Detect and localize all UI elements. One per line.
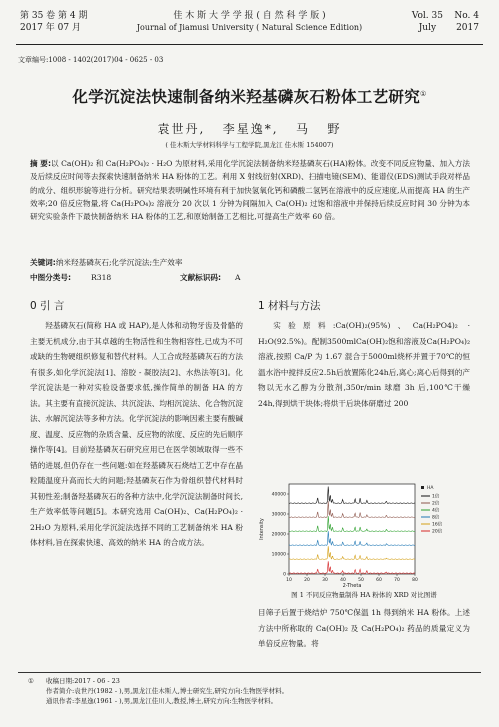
xrd-chart bbox=[255, 478, 473, 588]
title-footnote-mark: ① bbox=[420, 89, 427, 98]
footnote-mark: ① bbox=[28, 677, 34, 685]
methods-continued bbox=[258, 605, 470, 652]
abstract-label: 摘 要: bbox=[30, 159, 51, 168]
x-tick-label: 10 bbox=[286, 578, 292, 583]
abstract bbox=[30, 157, 470, 223]
methods-column bbox=[258, 318, 470, 411]
journal-name-en: Journal of Jiamusi University ( Natural Science Edition) bbox=[136, 23, 363, 32]
intro-column bbox=[30, 318, 243, 551]
doc-code-value: A bbox=[235, 273, 241, 282]
x-tick-label: 40 bbox=[340, 578, 346, 583]
legend-label: 2倍 bbox=[432, 501, 440, 507]
footnote-corresponding: 通讯作者:李星逸(1961 - ),男,黑龙江佳川人,教授,博士,研究方向:生物医学材料。 bbox=[46, 697, 278, 705]
footnote-author: 作者简介:袁世丹(1982 - ),男,黑龙江佳木斯人,博士研究生,研究方向:生物医学材料。 bbox=[46, 687, 289, 695]
plot-frame bbox=[289, 484, 415, 574]
legend-ha-label: HA bbox=[427, 486, 434, 491]
keywords bbox=[30, 257, 470, 268]
journal-name bbox=[116, 10, 383, 34]
footnote-received: 收稿日期:2017 - 06 - 23 bbox=[46, 677, 120, 685]
issue-info-en bbox=[412, 10, 479, 34]
chart-axes bbox=[259, 484, 418, 588]
methods-paragraph: 实验原料:Ca(OH)₂(95%)、Ca(H₂PO4)₂ · H₂O(92.5%)。配制3500mlCa(OH)₂饱和溶液及Ca(H₂PO₄)₂ 溶液,按照 Ca/P 为 1.67 混合于5000ml烧杯并置于70℃的恒温水浴中搅拌反应2.5h后放置陈化24h后,离心;离心后得到的产物以无水乙醇为分散剂,350r/min 球磨 3h 后,100℃干燥 24h,得到烘干块体;将烘干后块体研磨过 200 bbox=[258, 321, 470, 408]
author-list: 袁世丹, 李星逸*, 马 野 bbox=[157, 122, 342, 136]
issue-date: 2017 年 07 月 bbox=[20, 23, 81, 33]
x-tick-label: 70 bbox=[394, 578, 400, 583]
legend-label: 16倍 bbox=[432, 522, 443, 528]
figure-caption: 图 1 不同反应物量制得 HA 粉体的 XRD 对比图谱 bbox=[291, 591, 437, 599]
methods-paragraph-continued: 目筛子后置于烧结炉 750℃保温 1h 得到纳米 HA 粉体。上述方法中所称取的 Ca(OH)₂ 及 Ca(H₂PO₄)₂ 药品的质量定义为单倍反应物量。将 bbox=[258, 608, 470, 648]
paper-title-text: 化学沉淀法快速制备纳米羟基磷灰石粉体工艺研究 bbox=[72, 88, 421, 106]
x-tick-label: 30 bbox=[322, 578, 328, 583]
legend-label: 4倍 bbox=[432, 508, 440, 514]
class-value: R318 bbox=[91, 273, 112, 282]
y-tick-label: 0 bbox=[283, 572, 286, 578]
x-tick-label: 60 bbox=[376, 578, 382, 583]
x-tick-label: 80 bbox=[412, 578, 418, 583]
intro-paragraph: 羟基磷灰石(简称 HA 或 HAP),是人体和动物牙齿及骨骼的主要无机成分,由于其卓越的生物活性和生物相容性,已成为不可或缺的生物硬组织修复和替代材料。人工合成羟基磷灰石的方法有很多,如化学沉淀法[1]、溶胶 - 凝胶法[2]、水热法等[3]。化学沉淀法是一种对实验设备要求低,操作简单的制备 HA 的方法。其主要有直接沉淀法、共沉淀法、均相沉淀法、化合物沉淀法、水解沉淀法等多种方法。化学沉淀法的影响因素主要有酸碱度、温度、反应物的杂质含量、反应物的浓度、反应的先后顺序操作等[4]。目前羟基磷灰石研究应用已在医学领域取得一些不错的进展,但仍存在一些问题:如在羟基磷灰石烧结工艺中存在晶粒随温度升高而长大的问题;羟基磷灰石作为骨组织替代材料时其韧性差;制备羟基磷灰石的各种方法中,化学沉淀法制备时间长,生产效率低等问题[5]。本研究选用 Ca(OH)₂、Ca(H₂PO₄)₂ · 2H₂O 为原料,采用化学沉淀法选择不同的工艺制备纳米 HA 粉体材料,旨在探索快速、高效的纳米 HA 的合成方法。 bbox=[30, 321, 243, 547]
keywords-label: 关键词: bbox=[30, 258, 56, 267]
doc-code-label: 文献标识码: bbox=[180, 273, 222, 282]
section-heading-intro: 0 引 言 bbox=[30, 300, 65, 312]
journal-name-cn: 佳 木 斯 大 学 学 报 ( 自 然 科 学 版 ) bbox=[173, 11, 326, 21]
legend-label: 1倍 bbox=[432, 494, 440, 500]
chart-legend bbox=[421, 485, 443, 535]
issue-info bbox=[20, 10, 87, 34]
x-tick-label: 20 bbox=[304, 578, 310, 583]
y-tick-label: 10000 bbox=[271, 552, 286, 558]
volume-issue-en: Vol. 35 No. 4 bbox=[411, 11, 479, 21]
keywords-text: 纳米羟基磷灰石;化学沉淀法;生产效率 bbox=[55, 258, 183, 267]
y-tick-label: 40000 bbox=[271, 492, 286, 498]
issue-date-en: July 2017 bbox=[418, 23, 479, 33]
x-tick-label: 50 bbox=[358, 578, 364, 583]
legend-label: 20倍 bbox=[432, 529, 443, 535]
section-heading-methods: 1 材料与方法 bbox=[258, 300, 321, 312]
article-number: 文章编号:1008 - 1402(2017)04 - 0625 - 03 bbox=[18, 56, 164, 64]
affiliation: ( 佳木斯大学材料科学与工程学院,黑龙江 佳木斯 154007) bbox=[165, 141, 334, 149]
y-axis-label: Intensity bbox=[259, 518, 265, 540]
y-tick-label: 20000 bbox=[271, 532, 286, 538]
volume-issue: 第 35 卷 第 4 期 bbox=[20, 11, 88, 21]
legend-ha-marker bbox=[421, 486, 424, 489]
journal-header bbox=[16, 10, 483, 45]
abstract-text: 以 Ca(OH)₂ 和 Ca(H₂PO₄)₂ · H₂O 为原材料,采用化学沉淀法制备纳米羟基磷灰石(HA)粉体。改变不同反应物量、加入方法及后续反应时间等去探索快速制备纳米 HA 粉体的工艺。利用 X 射线衍射(XRD)、扫描电镜(SEM)、能谱仪(EDS)测试手段对样品的成分、组织形貌等进行分析。研究结果表明碱性环境有利于加快氢氧化钙和磷酸二氢钙在溶液中的反应速度,从而提高 HA 的生产效率;20 倍反应物量,将 Ca(H₂PO₄)₂ 溶液分 20 次以 1 分钟为间隔加入 Ca(OH)₂ 过饱和溶液中并保持后续反应时间 30 分钟为本研究实验条件下最快制备纳米 HA 粉体的工艺,和原始制备工艺相比,可提高生产效率 60 倍。 bbox=[30, 159, 470, 222]
x-axis-label: 2-Theta bbox=[342, 583, 362, 588]
legend-label: 8倍 bbox=[432, 515, 440, 521]
paper-title bbox=[0, 85, 499, 107]
y-tick-label: 30000 bbox=[271, 512, 286, 518]
footnotes bbox=[18, 672, 481, 706]
classification bbox=[30, 272, 470, 283]
class-label: 中图分类号: bbox=[30, 273, 72, 282]
